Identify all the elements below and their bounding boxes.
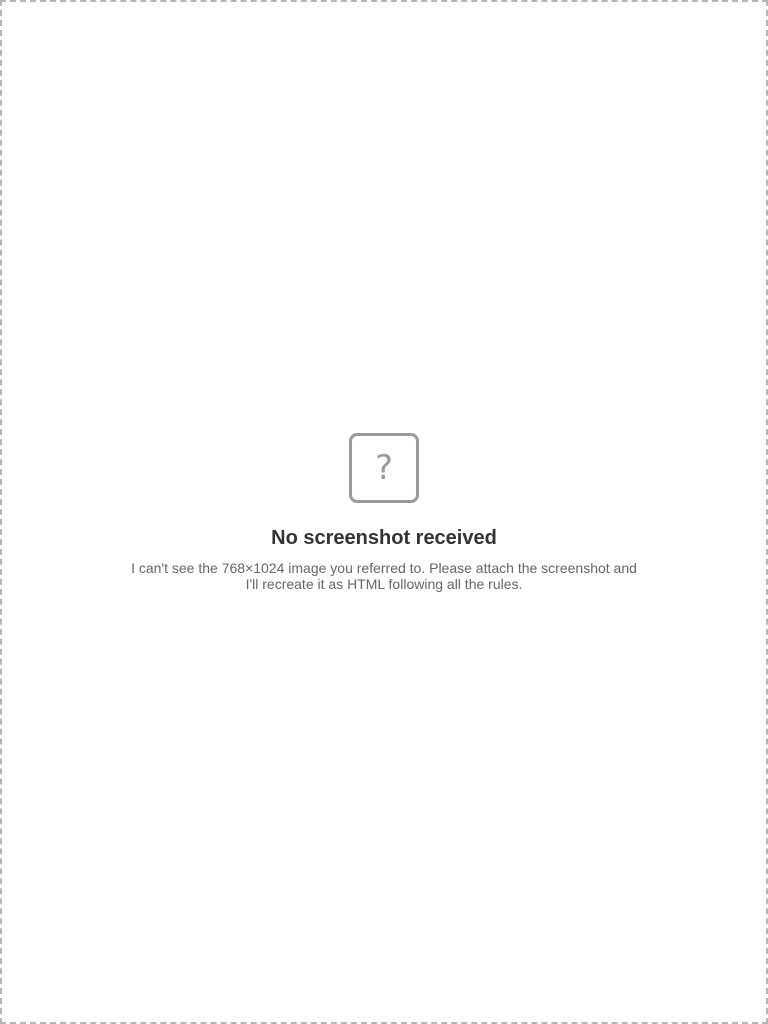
image-missing-icon: ? [349,433,419,503]
notice-heading: No screenshot received [271,526,497,549]
notice-text: I can't see the 768×1024 image you referred to. Please attach the screenshot and I'll recreate it as HTML following all the rules. [131,559,637,592]
